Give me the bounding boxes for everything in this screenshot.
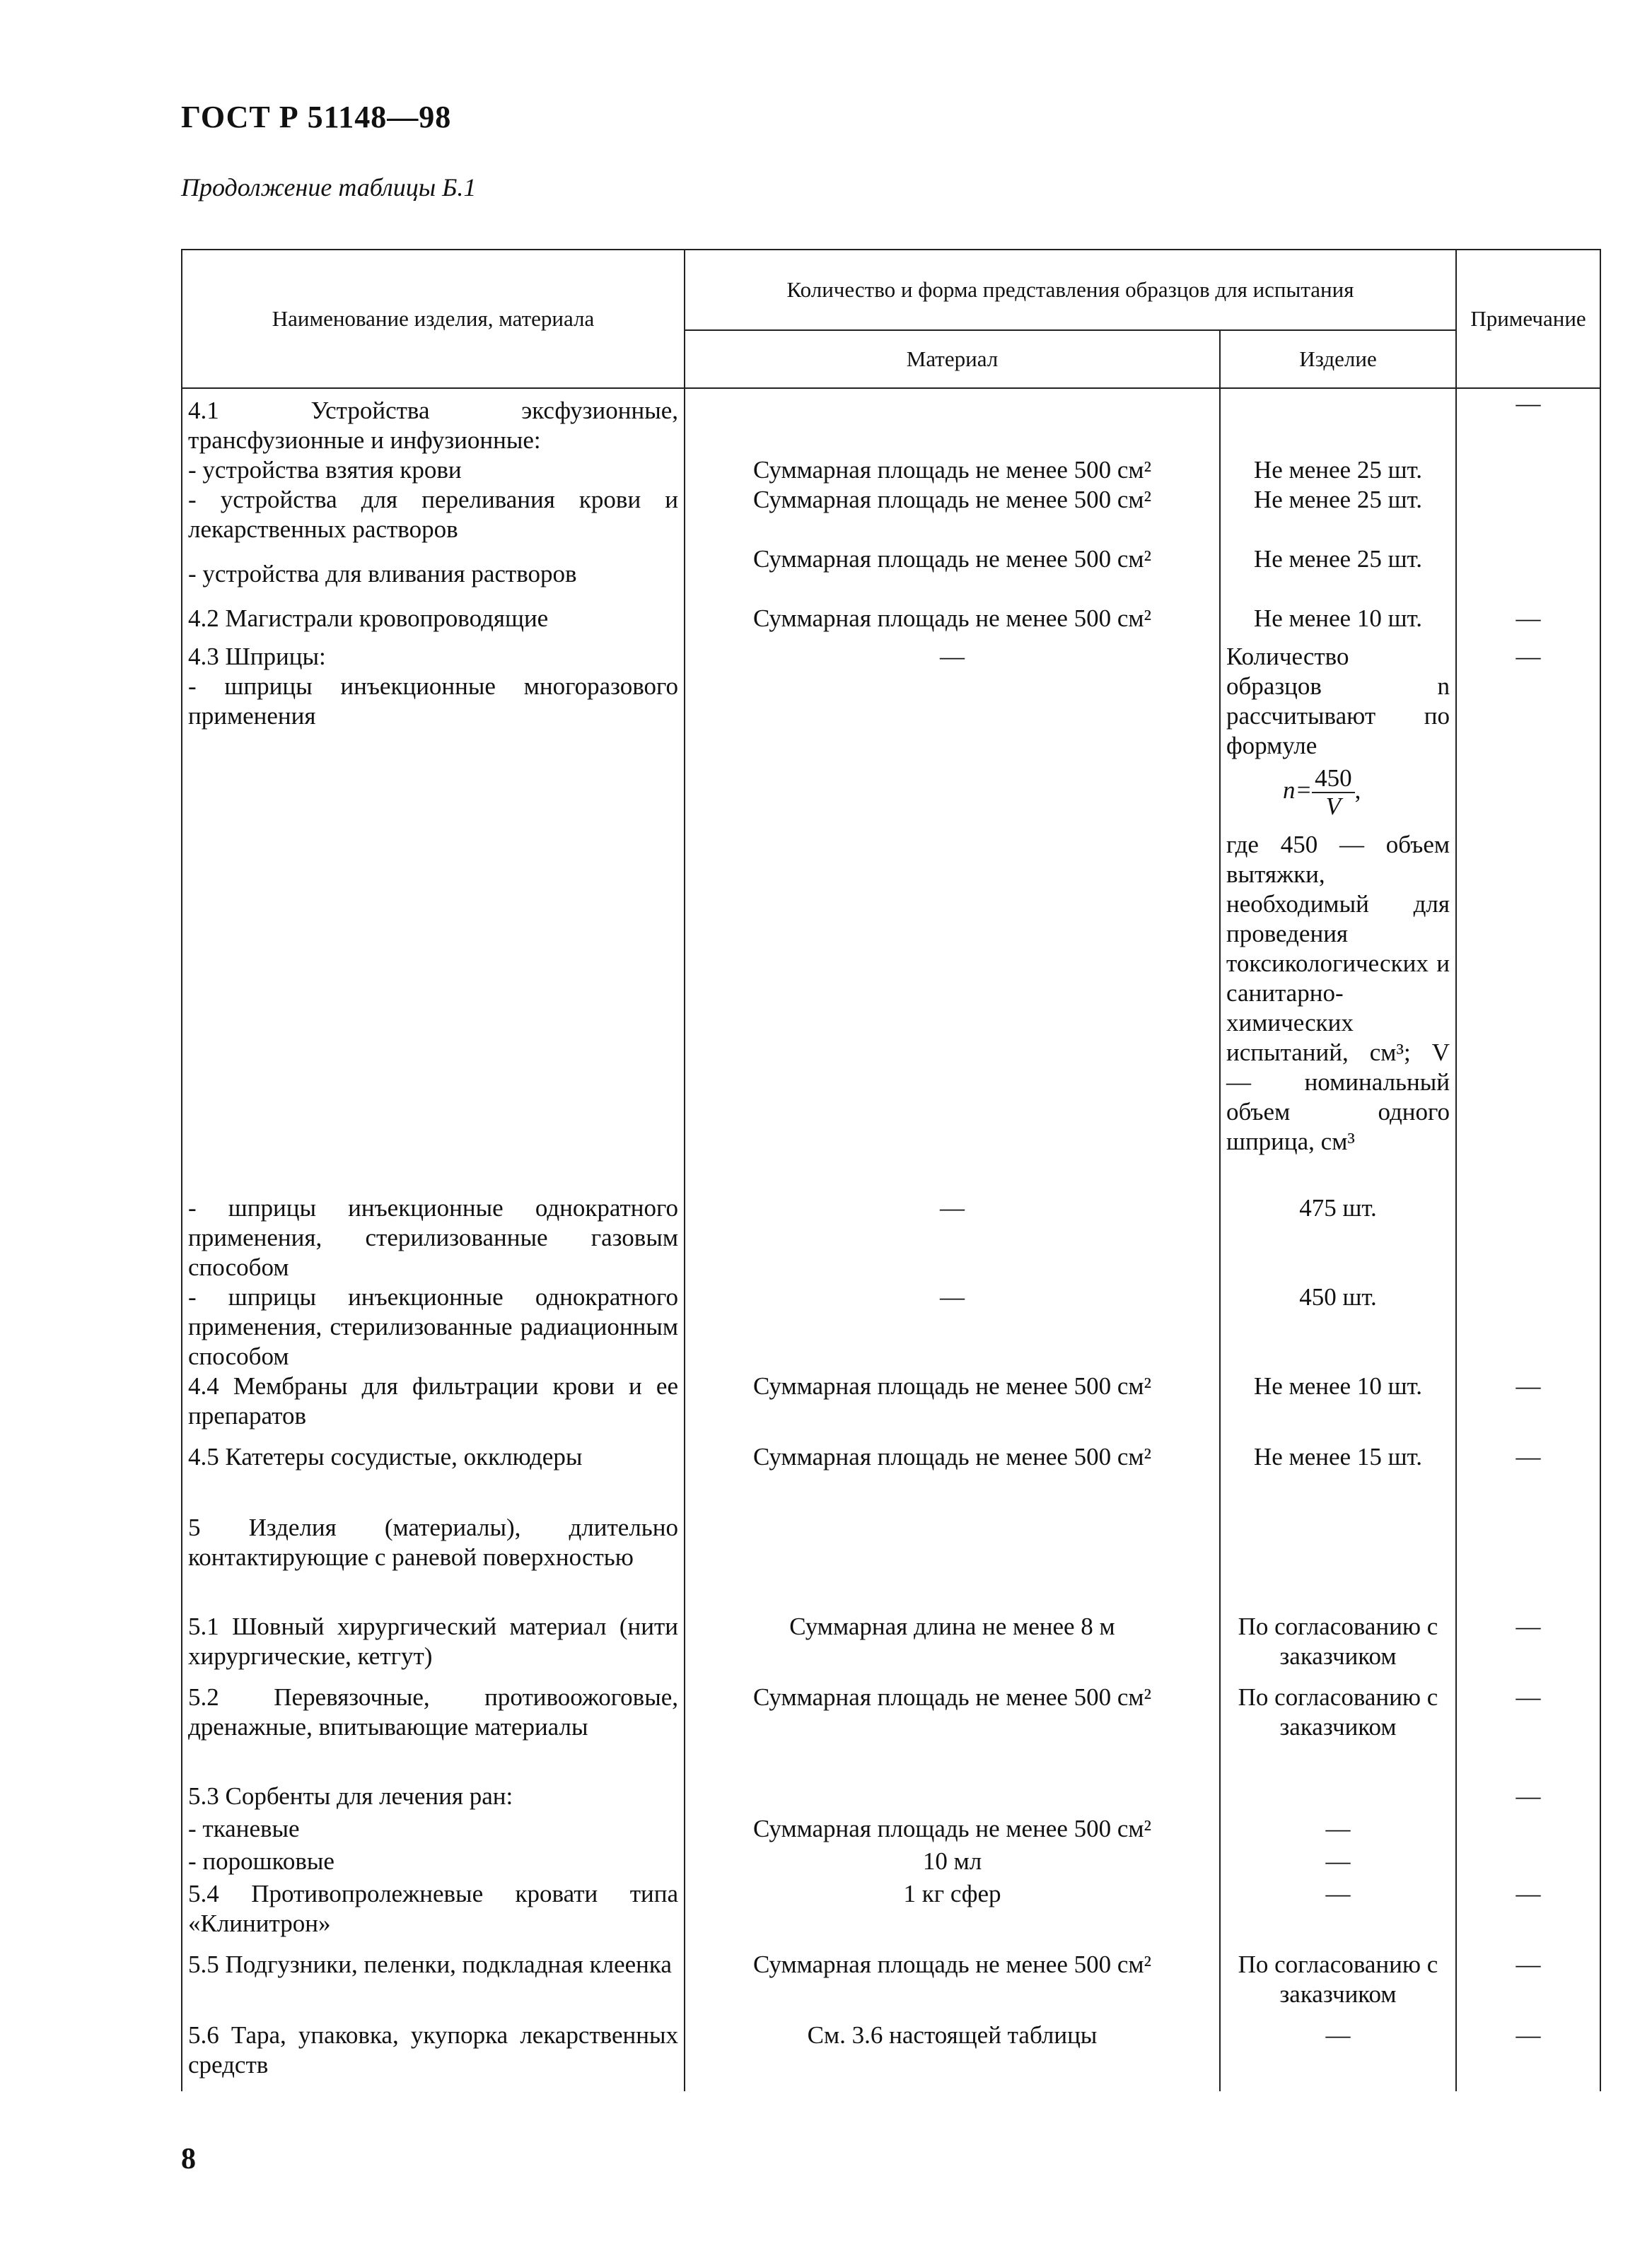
row-note-cell <box>1456 1513 1600 1612</box>
table-row <box>182 1683 1600 1782</box>
row-material-cell: Суммарная длина не менее 8 м <box>685 1612 1220 1683</box>
row-name-cell: - устройства для переливания крови и лекарственных растворов <box>182 485 685 544</box>
col-header-item: Изделие <box>1220 330 1456 388</box>
sample-requirements-table <box>181 249 1601 2091</box>
formula-numerator: 450 <box>1312 765 1355 793</box>
calc-explanation: где 450 — объем вытяжки, необходимый для проведения токсикологических и санитарно-химических испытаний, см³; V — номинальный объем одного шприца, см³ <box>1226 831 1450 1155</box>
row-name-cell: 5.4 Противопролежневые кровати типа «Клинитрон» <box>182 1879 685 1950</box>
row-item-cell <box>1220 388 1456 455</box>
row-item-cell: Не менее 15 шт. <box>1220 1442 1456 1513</box>
row-material-cell: Суммарная площадь не менее 500 см² <box>685 544 1220 604</box>
row-name-cell: 4.1 Устройства эксфузионные, трансфузионные и инфузионные: <box>182 388 685 455</box>
document-id: ГОСТ Р 51148—98 <box>181 100 452 134</box>
row-item-cell <box>1220 1513 1456 1612</box>
row-name-cell: 5.2 Перевязочные, противоожоговые, дренажные, впитывающие материалы <box>182 1683 685 1782</box>
table-body <box>182 388 1600 2091</box>
row-material-cell <box>685 1513 1220 1612</box>
row-name-cell: - устройства для вливания растворов <box>182 544 685 604</box>
row-item-cell: — <box>1220 1879 1456 1950</box>
row-material-cell: См. 3.6 настоящей таблицы <box>685 2021 1220 2091</box>
row-material-cell: Суммарная площадь не менее 500 см² <box>685 455 1220 485</box>
table-row <box>182 455 1600 485</box>
row-material-cell <box>685 1782 1220 1814</box>
row-note-cell: — <box>1456 1683 1600 1782</box>
row-name-cell: - порошковые <box>182 1847 685 1879</box>
row-note-cell: — <box>1456 1950 1600 2021</box>
row-item-cell: 475 шт. <box>1220 1193 1456 1282</box>
row-note-cell <box>1456 544 1600 604</box>
row-item-cell: Не менее 10 шт. <box>1220 1372 1456 1442</box>
table-continuation-caption: Продолжение таблицы Б.1 <box>181 173 477 201</box>
row-note-cell <box>1456 1847 1600 1879</box>
formula-lhs: n= <box>1283 776 1313 805</box>
row-name-cell: - шприцы инъекционные однократного применения, стерилизованные газовым способом <box>182 1193 685 1282</box>
row-item-cell: По согласованию с заказчиком <box>1220 1612 1456 1683</box>
row-name-cell: 5 Изделия (материалы), длительно контактирующие с раневой поверхностью <box>182 1513 685 1612</box>
formula-fraction <box>1312 765 1355 820</box>
table-row <box>182 1782 1600 1814</box>
table-row <box>182 388 1600 455</box>
row-note-cell: — <box>1456 1782 1600 1814</box>
row-item-cell: Не менее 25 шт. <box>1220 455 1456 485</box>
row-material-cell: Суммарная площадь не менее 500 см² <box>685 1814 1220 1847</box>
row-material-cell <box>685 388 1220 455</box>
row-name-cell: 4.4 Мембраны для фильтрации крови и ее препаратов <box>182 1372 685 1442</box>
row-name-cell: 5.5 Подгузники, пеленки, подкладная клеенка <box>182 1950 685 2021</box>
table-row <box>182 1950 1600 2021</box>
table-row <box>182 1513 1600 1612</box>
table-row <box>182 1442 1600 1513</box>
row-item-cell: — <box>1220 1814 1456 1847</box>
row-note-cell <box>1456 1814 1600 1847</box>
row-note-cell: — <box>1456 2021 1600 2091</box>
row-name-cell: - устройства взятия крови <box>182 455 685 485</box>
row-material-cell: Суммарная площадь не менее 500 см² <box>685 1442 1220 1513</box>
syringe-calc-cell <box>1220 642 1456 1193</box>
row-material-cell: 1 кг сфер <box>685 1879 1220 1950</box>
formula-denominator: V <box>1325 793 1342 820</box>
row-note-cell: — <box>1456 1879 1600 1950</box>
table-row <box>182 544 1600 604</box>
formula-tail: , <box>1354 776 1361 805</box>
row-note-cell: — <box>1456 1612 1600 1683</box>
table-row <box>182 1814 1600 1847</box>
row-item-cell: По согласованию с заказчиком <box>1220 1950 1456 2021</box>
table-row <box>182 642 1600 1193</box>
page-number: 8 <box>181 2143 196 2175</box>
row-note-cell <box>1456 485 1600 544</box>
row-item-cell: По согласованию с заказчиком <box>1220 1683 1456 1782</box>
table-row <box>182 604 1600 642</box>
table-row <box>182 1612 1600 1683</box>
row-material-cell: Суммарная площадь не менее 500 см² <box>685 604 1220 642</box>
table-row <box>182 2021 1600 2091</box>
row-material-cell: 10 мл <box>685 1847 1220 1879</box>
row-note-cell: — <box>1456 642 1600 1193</box>
row-material-cell: Суммарная площадь не менее 500 см² <box>685 1683 1220 1782</box>
col-header-note: Примечание <box>1456 250 1600 388</box>
row-name-cell: 4.2 Магистрали кровопроводящие <box>182 604 685 642</box>
row-note-cell: — <box>1456 1442 1600 1513</box>
row-name-cell: 5.3 Сорбенты для лечения ран: <box>182 1782 685 1814</box>
row-material-cell: — <box>685 1193 1220 1282</box>
row-item-cell <box>1220 1782 1456 1814</box>
table-row <box>182 1847 1600 1879</box>
row-name-cell: 4.5 Катетеры сосудистые, окклюдеры <box>182 1442 685 1513</box>
row-item-cell: Не менее 25 шт. <box>1220 485 1456 544</box>
row-item-cell: — <box>1220 1847 1456 1879</box>
row-item-cell: 450 шт. <box>1220 1282 1456 1372</box>
row-name-cell: 5.1 Шовный хирургический материал (нити хирургические, кетгут) <box>182 1612 685 1683</box>
row-name-cell: 5.6 Тара, упаковка, укупорка лекарственных средств <box>182 2021 685 2091</box>
table-row <box>182 1282 1600 1372</box>
calc-formula <box>1226 761 1450 830</box>
row-material-cell: Суммарная площадь не менее 500 см² <box>685 1950 1220 2021</box>
row-note-cell <box>1456 1282 1600 1372</box>
row-note-cell: — <box>1456 1372 1600 1442</box>
row-material-cell: Суммарная площадь не менее 500 см² <box>685 485 1220 544</box>
row-note-cell <box>1456 1193 1600 1282</box>
calc-intro: Количество образцов n рассчитывают по формуле <box>1226 643 1450 759</box>
row-item-cell: — <box>1220 2021 1456 2091</box>
row-note-cell: — <box>1456 388 1600 455</box>
row-name-cell: - шприцы инъекционные однократного применения, стерилизованные радиационным способом <box>182 1282 685 1372</box>
table-row <box>182 1879 1600 1950</box>
table-row <box>182 485 1600 544</box>
row-material-cell: Суммарная площадь не менее 500 см² <box>685 1372 1220 1442</box>
row-item-cell: Не менее 10 шт. <box>1220 604 1456 642</box>
table-row <box>182 1372 1600 1442</box>
row-item-cell: Не менее 25 шт. <box>1220 544 1456 604</box>
col-header-name: Наименование изделия, материала <box>182 250 685 388</box>
col-header-material: Материал <box>685 330 1220 388</box>
row-name-cell: 4.3 Шприцы: - шприцы инъекционные многоразового применения <box>182 642 685 1193</box>
table-row <box>182 1193 1600 1282</box>
row-name-cell: - тканевые <box>182 1814 685 1847</box>
row-note-cell: — <box>1456 604 1600 642</box>
row-note-cell <box>1456 455 1600 485</box>
col-header-qty: Количество и форма представления образцов для испытания <box>685 250 1456 330</box>
row-material-cell: — <box>685 642 1220 1193</box>
row-material-cell: — <box>685 1282 1220 1372</box>
